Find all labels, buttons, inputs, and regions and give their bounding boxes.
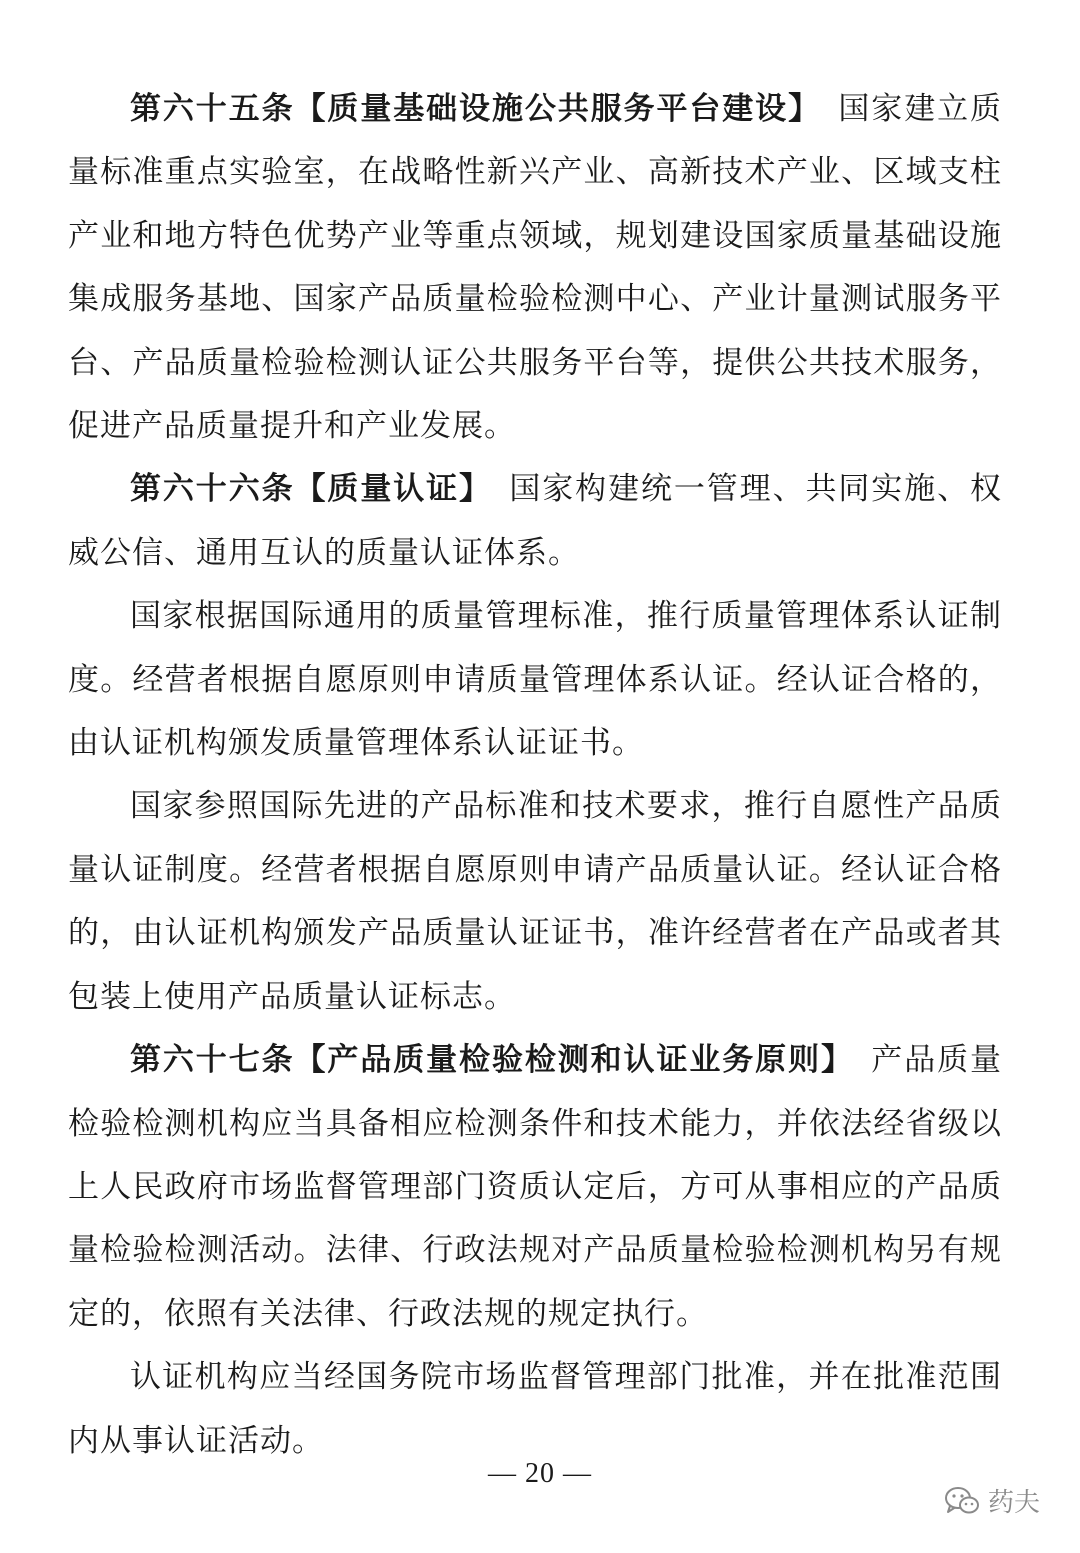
article-66 <box>68 458 1002 585</box>
article-67 <box>68 1029 1002 1346</box>
watermark-label: 药夫 <box>987 1488 1040 1518</box>
article-title: 第六十六条【质量认证】 <box>130 471 492 508</box>
page-number: — 20 — <box>488 1458 592 1489</box>
article-text: 国家构建统一管理、共同实施、权威公信、通用互认的质量认证体系。 <box>68 471 1003 571</box>
article-title: 第六十七条【产品质量检验检测和认证业务原则】 <box>130 1042 854 1079</box>
article-title: 第六十五条【质量基础设施公共服务平台建设】 <box>130 91 821 127</box>
article-65 <box>68 78 1002 458</box>
article-text: 产品质量检验检测机构应当具备相应检测条件和技术能力，并依法经省级以上人民政府市场监督管理部门资质认定后，方可从事相应的产品质量检验检测活动。法律、行政法规对产品质量检验检测机构另有规定的，依照有关法律、行政法规的规定执行。 <box>68 1042 1003 1332</box>
watermark <box>944 1482 1040 1519</box>
article-66-paragraph: 国家根据国际通用的质量管理标准，推行质量管理体系认证制度。经营者根据自愿原则申请质量管理体系认证。经认证合格的，由认证机构颁发质量管理体系认证证书。 <box>68 598 1002 762</box>
article-67-paragraph: 认证机构应当经国务院市场监督管理部门批准，并在批准范围内从事认证活动。 <box>68 1359 1002 1459</box>
article-text: 国家建立质量标准重点实验室，在战略性新兴产业、高新技术产业、区域支柱产业和地方特色优势产业等重点领域，规划建设国家质量基础设施集成服务基地、国家产品质量检验检测中心、产业计量测试服务平台、产品质量检验检测认证公共服务平台等，提供公共技术服务，促进产品质量提升和产业发展。 <box>68 91 1003 445</box>
wechat-icon <box>944 1486 980 1516</box>
article-66-paragraph: 国家参照国际先进的产品标准和技术要求，推行自愿性产品质量认证制度。经营者根据自愿原则申请产品质量认证。经认证合格的，由认证机构颁发产品质量认证证书，准许经营者在产品或者其包装上使用产品质量认证标志。 <box>68 788 1002 1015</box>
document-body <box>68 78 1002 1473</box>
